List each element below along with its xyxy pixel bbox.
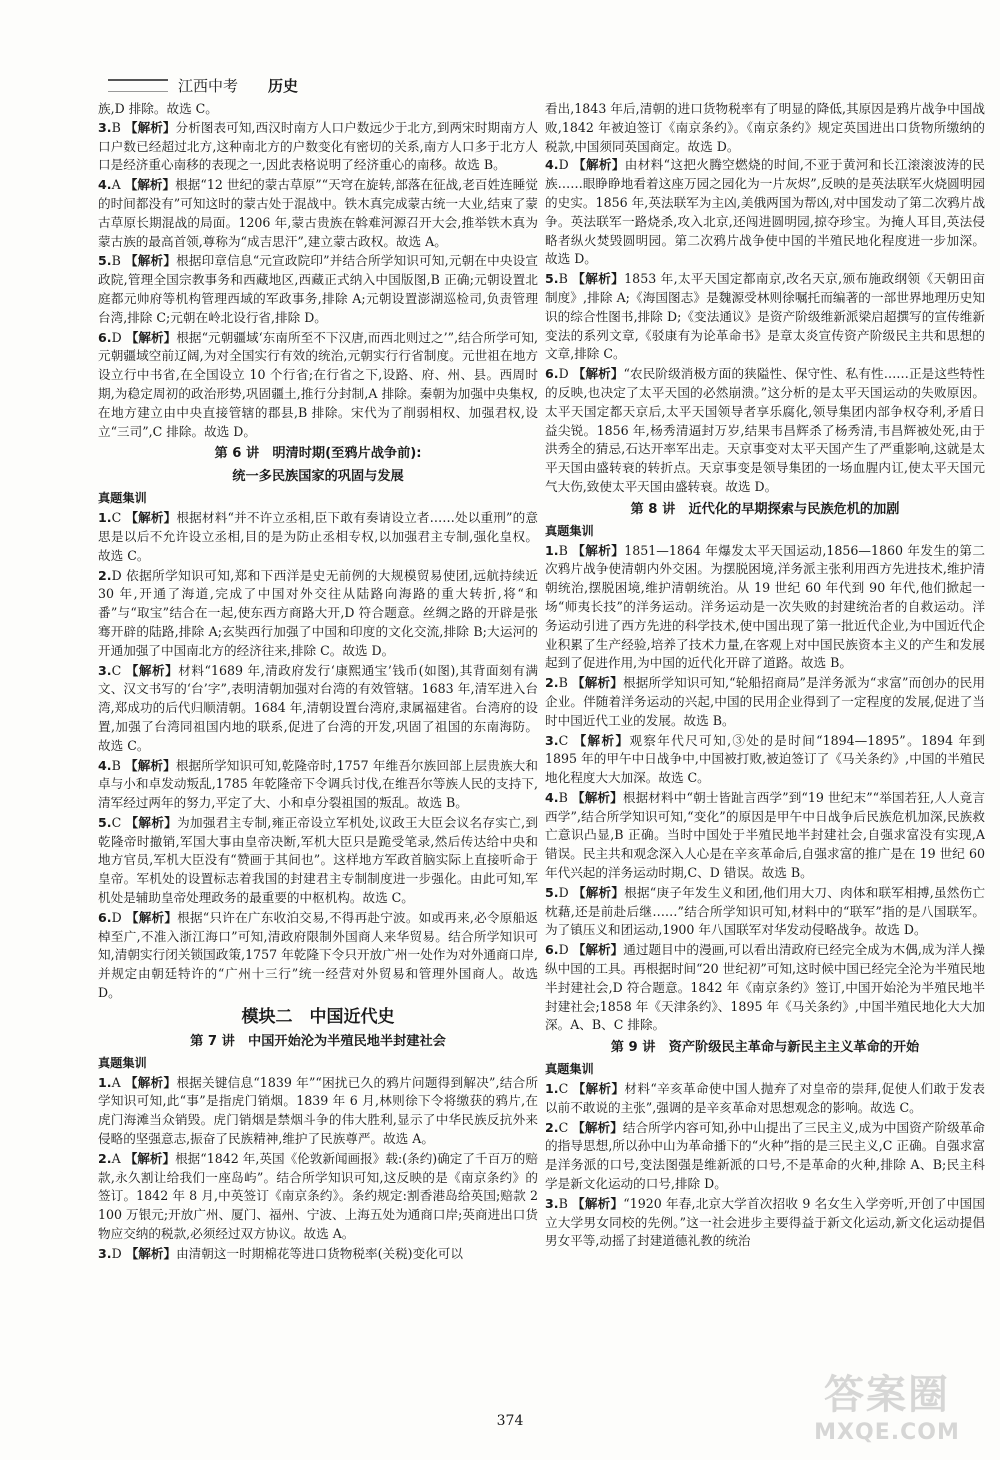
answer-letter: C (111, 814, 122, 830)
lecture-7-heading: 第 7 讲 中国开始沦为半殖民地半封建社会 (190, 1033, 446, 1049)
question-number: 1. (98, 1074, 112, 1090)
analysis-tag: 【解析】 (125, 909, 178, 925)
question-number: 1. (545, 542, 559, 558)
analysis-tag: 【解析】 (124, 177, 176, 193)
answer-letter: B (111, 757, 121, 773)
analysis-tag: 【解析】 (125, 253, 177, 269)
answer-letter: C (558, 732, 569, 748)
answer-list (545, 542, 985, 1036)
answer-item (98, 814, 538, 908)
answer-item (98, 567, 538, 661)
analysis-tag: 【解析】 (571, 789, 623, 805)
analysis-text: 结合所学内容可知,孙中山提出了三民主义,成为中国资产阶级革命的指导思想,所以孙中山为革命播下的“火种”指的是三民主义,C 正确。自强求富是洋务派的口号,变法图强是维新派的口号,不是革命的火种,排除 A、B;民主科学是新文化运动的口号,排除 D。 (545, 1119, 985, 1192)
question-number: 2. (98, 1150, 112, 1166)
answer-letter: D (111, 329, 122, 345)
analysis-text: 材料“1689 年,清政府发行‘康熙通宝’钱币(如图),其背面刻有满文、汉文书写的‘台’字”,表明清朝加强对台湾的有效管辖。1683 年,清军进入台湾,郑成功的后代归顺清朝。1684 年,清朝设置台湾府,隶属福建省。台湾府的设置,加强了台湾同祖国内地的联系,促进了台湾的开发,巩固了祖国的东南海防。故选 C。 (98, 662, 538, 753)
answer-item (98, 757, 538, 813)
section-label: 真题集训 (98, 1055, 147, 1070)
question-number: 3. (545, 732, 559, 748)
analysis-tag: 【解析】 (572, 675, 624, 691)
watermark-glyphs: 答案圈 (824, 1372, 950, 1418)
analysis-tag: 【解析】 (572, 271, 625, 287)
question-number: 3. (545, 1195, 559, 1211)
analysis-text: 观察年代尺可知,③处的是时间“1894—1895”。1894 年到 1895 年的甲午中日战争中,中国被打败,被迫签订了《马关条约》,中国的半殖民地化程度大大加深。故选 C。 (545, 732, 985, 786)
analysis-tag: 【解析】 (573, 157, 625, 173)
analysis-tag: 【解析】 (572, 366, 624, 382)
analysis-tag: 【解析】 (125, 510, 177, 526)
analysis-text: 分析图表可知,西汉时南方人口户数远少于北方,到两宋时期南方人口户数已经超过北方,这种南北方的户数变化有密切的关系,南方人口多于北方人口是经济重心南移的表现之一,因此表格说明了经济重心的南移。故选 B。 (98, 119, 538, 173)
answer-item (98, 1245, 538, 1264)
analysis-text: 由材料“这把火腾空燃烧的时间,不亚于黄河和长江滚滚波涛的民族……眼睁睁地看着这座万园之园化为一片灰烬”,反映的是英法联军火烧圆明园的史实。1856 年,英法联军为主凶,美俄两国为帮凶,对中国发动了第二次鸦片战争。英法联军一路烧杀,攻入北京,还闯进圆明园,掠夺珍宝。为掩人耳目,英法侵略者纵火焚毁圆明园。第二次鸦片战争使中国的半殖民地化程度进一步加深。故选 D。 (545, 157, 985, 267)
analysis-text: 由清朝这一时期棉花等进口货物税率(关税)变化可以 (176, 1245, 463, 1261)
answer-letter: B (558, 271, 568, 287)
section-label: 真题集训 (545, 523, 594, 538)
answer-item (98, 1150, 538, 1244)
header-ornament-icon (108, 79, 168, 92)
analysis-text: 根据所学知识可知,“轮船招商局”是洋务派为“求富”而创办的民用企业。伴随着洋务运动的兴起,中国的民用企业得到了一定程度的发展,促进了当时中国近代工业的发展。故选 B。 (545, 675, 985, 728)
analysis-tag: 【解析】 (572, 542, 625, 558)
answer-item (545, 1195, 985, 1251)
question-number: 2. (545, 675, 559, 691)
question-number: 5. (98, 814, 112, 830)
question-number: 6. (545, 942, 559, 958)
watermark-url: MXQE.COM (814, 1420, 960, 1445)
header-subject: 历史 (268, 76, 299, 95)
analysis-text: 根据印章信息“元宣政院印”并结合所学知识可知,元朝在中央设宣政院,管理全国宗教事务和西藏地区,西藏正式纳入中国版图,B 正确;元朝设置北庭都元帅府等机构管理西域的军政事务,排除 A;元朝设置澎湖巡检司,负责管理台湾,排除 C;元朝在岭北设行省,排除 D。 (98, 253, 538, 325)
analysis-tag: 【解析】 (572, 1081, 625, 1097)
analysis-tag: 【解析】 (125, 662, 179, 678)
analysis-tag: 【解析】 (572, 1119, 623, 1135)
analysis-text: 根据“12 世纪的蒙古草原”“天穹在旋转,部落在征战,老百姓连睡觉的时间都没有”可知这时的蒙古处于混战中。铁木真完成蒙古统一大业,结束了蒙古草原长期混战的局面。1206 年,蒙古贵族在斡难河源召开大会,推举铁木真为蒙古族的最高首领,尊称为“成吉思汗”,建立蒙古政权。故选 A。 (98, 177, 538, 249)
answer-letter: D (558, 366, 569, 382)
answer-item (545, 365, 985, 497)
answer-item (545, 1080, 985, 1118)
right-continuation: 看出,1843 年后,清朝的进口货物税率有了明显的降低,其原因是鸦片战争中国战败,1842 年被迫签订《南京条约》。《南京条约》规定英国进出口货物所缴纳的税款,中国须同英国商定。故选 D。 (545, 101, 985, 154)
lecture-8-heading: 第 8 讲 近代化的早期探索与民族危机的加剧 (630, 501, 900, 517)
analysis-tag: 【解析】 (125, 814, 178, 830)
right-column (545, 100, 985, 1410)
analysis-text: 1851—1864 年爆发太平天国运动,1856—1860 年发生的第二次鸦片战争使清朝内外交困。为摆脱困境,洋务派主张利用西方先进技术,维护清朝统治,摆脱困境,维护清朝统治。从 19 世纪 60 年代到 90 年代,他们掀起一场“师夷长技”的洋务运动。洋务运动是一次失败的封建统治者的自救运动。洋务运动引进了西方先进的科学技术,使中国出现了第一批近代企业,为中国近代企业积累了生产经验,培养了技术力量,在客观上对中国民族资本主义的产生和发展起到了促进作用,为中国的近代化开辟了道路。故选 B。 (545, 542, 985, 671)
answer-item (545, 884, 985, 940)
answer-letter: A (111, 1074, 121, 1090)
analysis-text: 根据关键信息“1839 年”“困扰已久的鸦片问题得到解决”,结合所学知识可知,此“事”是指虎门销烟。1839 年 6 月,林则徐下令将缴获的鸦片,在虎门海滩当众销毁。虎门销烟是禁烟斗争的伟大胜利,显示了中华民族反抗外来侵略的坚强意志,振奋了民族精神,维护了民族尊严。故选 A。 (98, 1074, 538, 1147)
answer-item (545, 789, 985, 883)
question-number: 3. (98, 119, 112, 135)
analysis-text: 根据“只许在广东收泊交易,不得再赴宁波。如或再来,必令原船返棹至广,不准入浙江海口”可知,清政府限制外国商人来华贸易。结合所学知识可知,清朝实行闭关锁国政策,1757 年乾隆下令只开放广州一处作为对外通商口岸,并规定由朝廷特许的“广州十三行”统一经营对外贸易和管理外国商人。故选 D。 (98, 909, 538, 1001)
answer-letter: D (111, 567, 122, 583)
analysis-text: 材料“辛亥革命使中国人抛弃了对皇帝的崇拜,促使人们敢于发表以前不敢说的主张”,强调的是辛亥革命对思想观念的影响。故选 C。 (545, 1081, 985, 1115)
answer-item (545, 732, 985, 788)
analysis-text: 根据所学知识可知,乾隆帝时,1757 年维吾尔族回部上层贵族大和卓与小和卓发动叛乱,1785 年乾隆帝下令调兵讨伐,在维吾尔等族人民的支持下,清军经过两年的努力,平定了大、小和卓分裂祖国的叛乱。故选 B。 (98, 757, 538, 811)
analysis-tag: 【解析】 (572, 942, 624, 958)
answer-letter: C (558, 1119, 569, 1135)
answer-letter: D (558, 884, 569, 900)
analysis-tag: 【解析】 (124, 757, 176, 773)
left-column (98, 100, 538, 1410)
answer-list (545, 156, 985, 496)
answer-letter: C (558, 1081, 569, 1097)
answer-letter: D (111, 1245, 122, 1261)
analysis-text: 根据材料中“朝士皆趾言西学”到“19 世纪末”“举国若狂,人人竟言西学”,结合所学知识可知,“变化”的原因是甲午中日战争后民族危机加深,民族救亡意识凸显,B 正确。当时中国处于半殖民地半封建社会,自强求富没有实现,A 错误。民主共和观念深入人心是在辛亥革命后,自强求富的推广是在 19 世纪 60 年代兴起的洋务运动时期,C、D 错误。故选 B。 (545, 789, 985, 881)
section-label: 真题集训 (98, 491, 147, 506)
analysis-text: 为加强君主专制,雍正帝设立军机处,议政王大臣会议名存实亡,到乾隆帝时撤销,军国大事由皇帝决断,军机大臣只是跪受笔录,然后传达给中央和地方官员,军机大臣没有“赞画于其间也”。这样地方军政首脑实际上直接听命于皇帝。军机处的设置标志着我国的封建君主专制制度进一步强化。由此可知,军机处是辅助皇帝处理政务的最重要的中枢机构。故选 C。 (98, 814, 538, 906)
answer-letter: B (558, 675, 568, 691)
answer-item (545, 941, 985, 1035)
module-2-heading: 模块二 中国近代史 (241, 1006, 395, 1027)
analysis-tag: 【解析】 (125, 1245, 177, 1261)
answer-item (98, 662, 538, 756)
question-number: 4. (545, 789, 559, 805)
answer-item (98, 252, 538, 327)
answer-item (98, 509, 538, 565)
question-number: 4. (545, 157, 559, 173)
question-number: 5. (545, 271, 559, 287)
answer-letter: A (111, 177, 121, 193)
question-number: 1. (98, 510, 112, 526)
left-continuation: 族,D 排除。故选 C。 (98, 101, 218, 116)
analysis-text: 根据“庚子年发生义和团,他们用大刀、肉体和联军相搏,虽然伤亡枕藉,还是前赴后继……”结合所学知识可知,材料中的“联军”指的是八国联军。为了镇压义和团运动,1900 年八国联军对华发动侵略战争。故选 D。 (545, 884, 985, 938)
analysis-text: 依据所学知识可知,郑和下西洋是史无前例的大规模贸易使团,远航持续近 30 年,开通了海道,完成了中国对外交往从陆路向海路的重大转折,将“和番”与“取宝”结合在一起,使东西方商路大开,D 符合题意。丝绸之路的开辟是张骞开辟的陆路,排除 A;玄奘西行加强了中国和印度的文化交流,排除 B;大运河的开通加强了中国南北方的经济往来,排除 C。故选 D。 (98, 567, 538, 658)
answer-letter: B (558, 542, 568, 558)
answer-letter: B (558, 789, 568, 805)
analysis-tag: 【解析】 (124, 1074, 177, 1090)
answer-item (98, 329, 538, 442)
analysis-tag: 【解析】 (125, 329, 177, 345)
analysis-text: 根据“元朝疆域‘东南所至不下汉唐,而西北则过之’”,结合所学可知,元朝疆域空前辽阔,为对全国实行有效的统治,元朝实行行省制度。元世祖在地方设立行中书省,在全国设立 10 个行省;在行省之下,设路、府、州、县。西周时期,为稳定周初的政治形势,巩固疆土,推行分封制,A 排除。秦朝为加强中央集权,在地方建立由中央直接管辖的郡县,B 排除。宋代为了削弱相权、加强君权,设立“三司”,C 排除。故选 D。 (98, 329, 538, 439)
answer-item (545, 156, 985, 269)
answer-letter: C (111, 510, 122, 526)
lecture-6-heading: 第 6 讲 明清时期(至鸦片战争前): (214, 446, 422, 462)
answer-letter: A (111, 1150, 121, 1166)
analysis-tag: 【解析】 (572, 1195, 624, 1211)
analysis-text: 1853 年,太平天国定都南京,改名天京,颁布施政纲领《天朝田亩制度》,排除 A;《海国图志》是魏源受林则徐嘱托而编著的一部世界地理历史知识的综合性图书,排除 D;《变法通议》是资产阶级维新派梁启超撰写的宣传维新变法的系列文章,《驳康有为论革命书》是章太炎宣传资产阶级民主共和思想的文章,排除 C。 (545, 271, 985, 362)
page-number: 374 (496, 1413, 524, 1429)
question-number: 5. (545, 884, 559, 900)
question-number: 5. (98, 253, 112, 269)
answer-letter: B (558, 1195, 568, 1211)
answer-item (98, 909, 538, 1003)
question-number: 2. (98, 567, 112, 583)
analysis-text: 根据“1842 年,英国《伦敦新闻画报》载:(条约)确定了千百万的赔款,永久割让给我们一座岛屿”。结合所学知识可知,这反映的是《南京条约》的签订。1842 年 8 月,中英签订《南京条约》。条约规定:割香港岛给英国;赔款 2 100 万银元;开放广州、厦门、福州、宁波、上海五处为通商口岸;英商进出口货物应交纳的税款,必须经过双方协议。故选 A。 (98, 1150, 538, 1242)
answer-item (545, 542, 985, 674)
question-number: 4. (98, 177, 112, 193)
analysis-tag: 【解析】 (124, 119, 176, 135)
question-number: 4. (98, 757, 112, 773)
lecture-9-heading: 第 9 讲 资产阶级民主革命与新民主主义革命的开始 (610, 1040, 920, 1056)
question-number: 6. (98, 909, 112, 925)
answer-letter: C (111, 662, 122, 678)
watermark-logo (792, 1370, 982, 1450)
answer-item (545, 1119, 985, 1194)
answer-list (545, 1080, 985, 1251)
lecture-6-heading-line2: 统一多民族国家的巩固与发展 (232, 469, 404, 485)
answer-item (545, 270, 985, 364)
question-number: 1. (545, 1081, 559, 1097)
analysis-text: 根据材料“并不许立丞相,臣下敢有奏请设立者……处以重刑”的意思是以后不允许设立丞相,目的是为防止丞相专权,以加强君主专制,强化皇权。故选 C。 (98, 510, 538, 563)
answer-list (98, 1074, 538, 1264)
answer-list (98, 119, 538, 442)
answer-letter: D (558, 942, 569, 958)
answer-item (98, 1074, 538, 1149)
answer-letter: B (111, 119, 121, 135)
question-number: 3. (98, 1245, 112, 1261)
analysis-tag: 【解析】 (572, 884, 625, 900)
question-number: 3. (98, 662, 112, 678)
answer-item (545, 674, 985, 730)
answer-item (98, 119, 538, 175)
answer-list (98, 509, 538, 1003)
analysis-text: “1920 年春,北京大学首次招收 9 名女生入学旁听,开创了中国国立大学男女同校的先例。”这一社会进步主要得益于新文化运动,新文化运动提倡男女平等,动摇了封建道德礼教的统治 (545, 1195, 985, 1249)
answer-letter: D (558, 157, 569, 173)
question-number: 6. (545, 366, 559, 382)
analysis-tag: 【解析】 (124, 1150, 176, 1166)
section-label: 真题集训 (545, 1062, 594, 1077)
analysis-tag: 【解析】 (573, 732, 630, 748)
analysis-text: 通过题目中的漫画,可以看出清政府已经完全成为木偶,成为洋人操纵中国的工具。再根据时间“20 世纪初”可知,这时候中国已经完全沦为半殖民地半封建社会,D 符合题意。1842 年《南京条约》签订,中国开始沦为半殖民地半封建社会;1858 年《天津条约》、1895 年《马关条约》,中国半殖民地化大大加深。A、B、C 排除。 (545, 942, 985, 1033)
question-number: 2. (545, 1119, 559, 1135)
page-header (108, 72, 458, 98)
answer-item (98, 176, 538, 251)
header-series: 江西中考 (178, 76, 239, 95)
question-number: 6. (98, 329, 112, 345)
analysis-text: “农民阶级消极方面的狭隘性、保守性、私有性……正是这些特性的反映,也决定了太平天国的必然崩溃。”这分析的是太平天国运动的失败原因。太平天国定都天京后,太平天国领导者享乐腐化,领导集团内部争权夺利,矛盾日益尖锐。1856 年,杨秀清逼封万岁,结果韦昌辉杀了杨秀清,韦昌辉被处死,由于洪秀全的猜忌,石达开率军出走。天京事变对太平天国产生了严重影响,这就是太平天国由盛转衰的转折点。天京事变是领导集团的一场血腥内讧,使太平天国元气大伤,致使太平天国由盛转衰。故选 D。 (545, 366, 985, 494)
answer-letter: D (111, 909, 122, 925)
answer-letter: B (111, 253, 121, 269)
